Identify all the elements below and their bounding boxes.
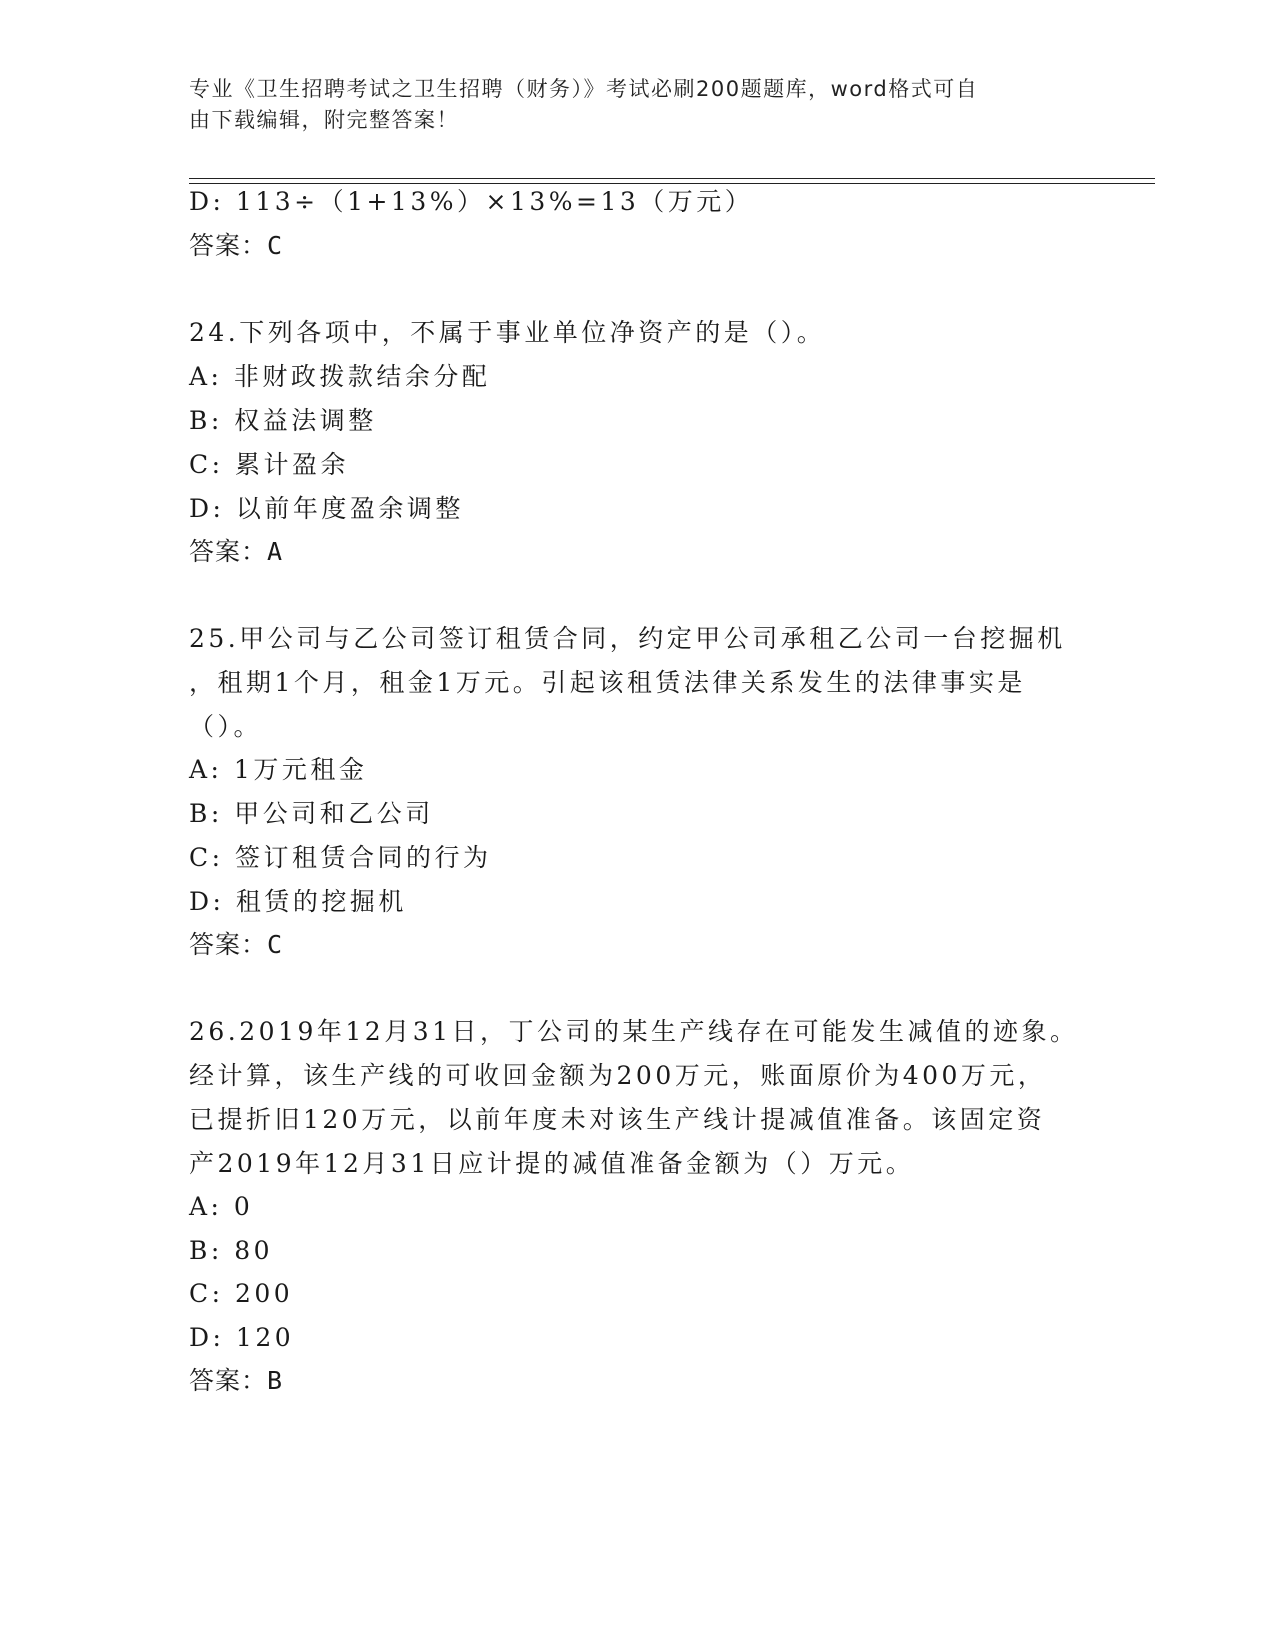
question-26-option-a: A: 0 <box>189 1192 254 1221</box>
question-25-option-c: C: 签订租赁合同的行为 <box>189 843 492 872</box>
question-26-option-c: C: 200 <box>189 1279 294 1308</box>
answer-value: A <box>267 537 284 566</box>
question-24-option-b: B: 权益法调整 <box>189 406 377 435</box>
question-25-stem-line-2: ，租期1个月，租金1万元。引起该租赁法律关系发生的法律事实是 <box>189 668 1026 697</box>
header-line-1: 专业《卫生招聘考试之卫生招聘（财务）》考试必刷200题题库，word格式可自 <box>189 77 979 101</box>
answer-value: C <box>267 231 284 260</box>
header-divider-bottom <box>189 183 1155 184</box>
question-25-option-d: D: 租赁的挖掘机 <box>189 887 407 916</box>
question-26-stem-line-4: 产2019年12月31日应计提的减值准备金额为（）万元。 <box>189 1149 915 1178</box>
question-24-option-c: C: 累计盈余 <box>189 450 349 479</box>
question-24-option-d: D: 以前年度盈余调整 <box>189 494 464 523</box>
question-25-stem-line-1: 25.甲公司与乙公司签订租赁合同，约定甲公司承租乙公司一台挖掘机 <box>189 624 1066 653</box>
answer-label: 答案： <box>189 231 268 260</box>
prev-answer <box>189 231 283 261</box>
answer-label: 答案： <box>189 1366 268 1395</box>
document-header <box>189 74 1069 136</box>
question-26-option-b: B: 80 <box>189 1236 274 1265</box>
question-25-option-b: B: 甲公司和乙公司 <box>189 799 434 828</box>
answer-label: 答案： <box>189 930 268 959</box>
header-divider-top <box>189 178 1155 179</box>
question-26-option-d: D: 120 <box>189 1323 295 1352</box>
question-25-stem-line-3: （）。 <box>189 712 263 741</box>
prev-option-d: D: 113÷（1+13%）×13%=13（万元） <box>189 187 754 216</box>
question-24-stem: 24.下列各项中，不属于事业单位净资产的是（）。 <box>189 318 826 347</box>
question-26-stem-line-3: 已提折旧120万元，以前年度未对该生产线计提减值准备。该固定资 <box>189 1105 1046 1134</box>
answer-label: 答案： <box>189 537 268 566</box>
answer-value: C <box>267 930 284 959</box>
header-line-2: 由下载编辑，附完整答案！ <box>189 108 459 132</box>
question-26-stem-line-2: 经计算，该生产线的可收回金额为200万元，账面原价为400万元， <box>189 1061 1047 1090</box>
question-24-answer <box>189 537 283 567</box>
question-25-option-a: A: 1万元租金 <box>189 755 368 784</box>
question-26-stem-line-1: 26.2019年12月31日，丁公司的某生产线存在可能发生减值的迹象。 <box>189 1017 1079 1046</box>
answer-value: B <box>267 1366 284 1395</box>
question-26-answer <box>189 1366 283 1396</box>
question-25-answer <box>189 930 283 960</box>
question-24-option-a: A: 非财政拨款结余分配 <box>189 362 491 391</box>
